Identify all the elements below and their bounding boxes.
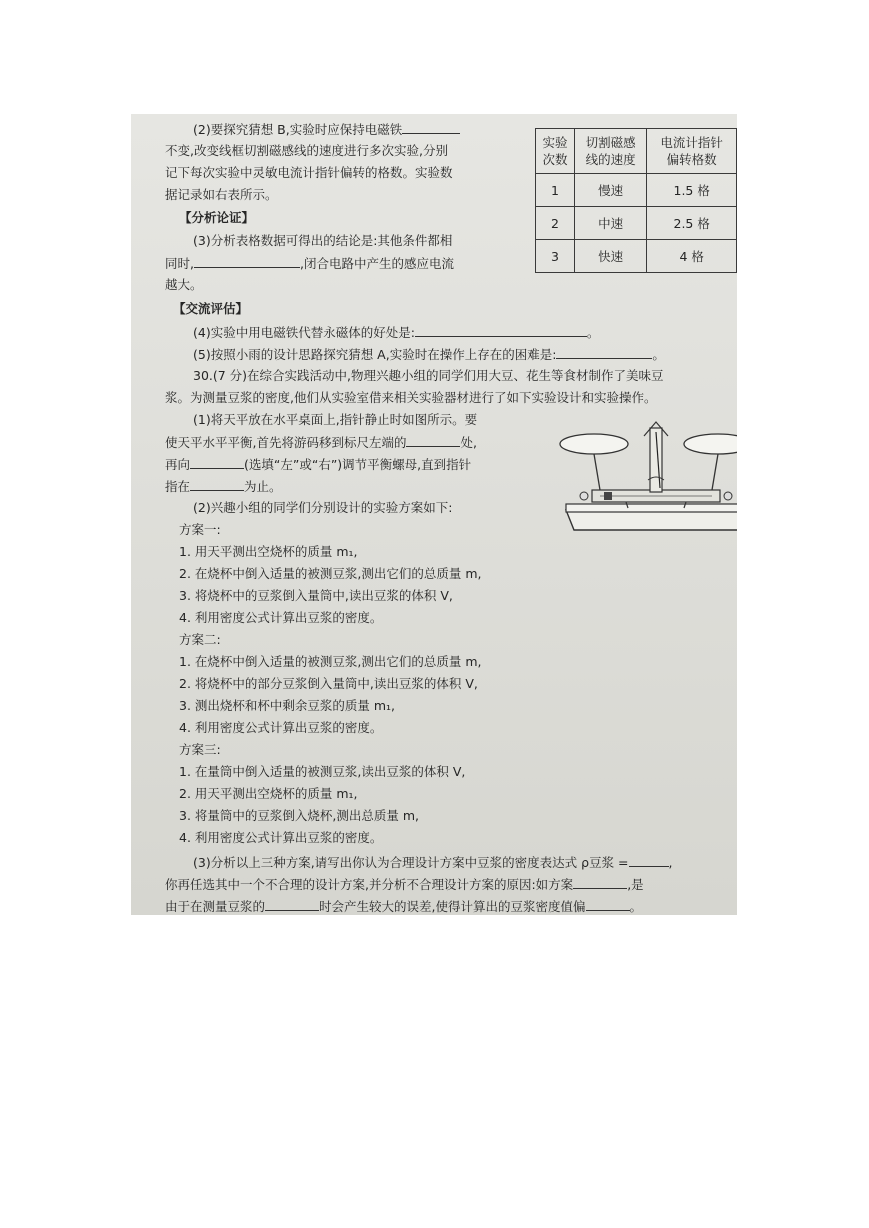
q3-line2-end: ,闭合电路中产生的感应电流 <box>299 256 454 271</box>
table-cell: 慢速 <box>575 174 647 207</box>
header-text: 次数 <box>542 152 568 167</box>
left-pan <box>560 434 628 454</box>
q30-2-line: (2)兴趣小组的同学们分别设计的实验方案如下: <box>193 500 453 515</box>
q30-line2: 浆。为测量豆浆的密度,他们从实验室借来相关实验器材进行了如下实验设计和实验操作。 <box>165 390 657 405</box>
plan2-step: 3. 测出烧杯和杯中剩余豆浆的质量 m₁, <box>179 698 396 713</box>
header-text: 偏转格数 <box>666 152 717 167</box>
q3-line2-start: 同时, <box>165 256 194 271</box>
q30-3-line1-end: , <box>668 855 673 870</box>
table-cell: 2.5 格 <box>647 207 737 240</box>
plan1-title: 方案一: <box>179 522 221 537</box>
q2-line1-text: (2)要探究猜想 B,实验时应保持电磁铁 <box>193 122 403 137</box>
table-cell: 快速 <box>575 240 647 273</box>
answer-blank <box>629 855 669 867</box>
q30-3-line2 <box>165 877 644 892</box>
table-cell: 中速 <box>575 207 647 240</box>
right-balance-nut <box>724 492 732 500</box>
answer-blank <box>190 457 244 469</box>
q2-line1 <box>193 122 460 137</box>
plan2-step: 4. 利用密度公式计算出豆浆的密度。 <box>179 720 383 735</box>
q2-line4: 据记录如右表所示。 <box>165 187 278 202</box>
q30-1-line4 <box>165 479 282 494</box>
section-eval-heading: 【交流评估】 <box>173 301 249 316</box>
answer-blank <box>556 347 652 359</box>
plan3-step: 2. 用天平测出空烧杯的质量 m₁, <box>179 786 358 801</box>
header-text: 电流计指针 <box>660 135 723 150</box>
q2-line2: 不变,改变线框切割磁感线的速度进行多次实验,分别 <box>165 143 448 158</box>
q30-3-line1 <box>193 855 673 870</box>
table-row <box>536 207 737 240</box>
table-row <box>536 240 737 273</box>
header-cell <box>536 129 575 174</box>
table-cell: 4 格 <box>647 240 737 273</box>
header-cell <box>575 129 647 174</box>
table-cell: 1.5 格 <box>647 174 737 207</box>
q3-line1: (3)分析表格数据可得出的结论是:其他条件都相 <box>193 233 453 248</box>
table-header-row <box>536 129 737 174</box>
q4-line <box>193 325 599 340</box>
q30-1-line3-end: (选填“左”或“右”)调节平衡螺母,直到指针 <box>244 457 472 472</box>
q5-line <box>193 347 665 362</box>
answer-blank <box>194 256 300 268</box>
plan1-step: 2. 在烧杯中倒入适量的被测豆浆,测出它们的总质量 m, <box>179 566 482 581</box>
q4-text: (4)实验中用电磁铁代替永磁体的好处是: <box>193 325 415 340</box>
plan3-step: 1. 在量筒中倒入适量的被测豆浆,读出豆浆的体积 V, <box>179 764 466 779</box>
header-text: 线的速度 <box>585 152 636 167</box>
q30-1-line2-start: 使天平水平平衡,首先将游码移到标尺左端的 <box>165 435 407 450</box>
q30-3-line2-start: 你再任选其中一个不合理的设计方案,并分析不合理设计方案的原因:如方案 <box>165 877 574 892</box>
answer-blank <box>190 479 244 491</box>
table-cell: 2 <box>536 207 575 240</box>
right-pan-support <box>712 454 718 490</box>
plan2-title: 方案二: <box>179 632 221 647</box>
left-balance-nut <box>580 492 588 500</box>
q30-1-line2 <box>165 435 477 450</box>
exam-page-photo <box>131 114 737 915</box>
plan2-step: 1. 在烧杯中倒入适量的被测豆浆,测出它们的总质量 m, <box>179 654 482 669</box>
q30-3-line3 <box>165 899 642 914</box>
q30-1-line1: (1)将天平放在水平桌面上,指针静止时如图所示。要 <box>193 412 478 427</box>
q30-1-line4-end: 为止。 <box>244 479 282 494</box>
header-text: 实验 <box>542 135 568 150</box>
plan3-title: 方案三: <box>179 742 221 757</box>
q30-3-line1-text: (3)分析以上三种方案,请写出你认为合理设计方案中豆浆的密度表达式 ρ豆浆 = <box>193 855 629 870</box>
plan2-step: 2. 将烧杯中的部分豆浆倒入量筒中,读出豆浆的体积 V, <box>179 676 478 691</box>
q5-text: (5)按照小雨的设计思路探究猜想 A,实验时在操作上存在的困难是: <box>193 347 557 362</box>
balance-rider <box>604 492 612 500</box>
data-table <box>535 128 737 273</box>
answer-blank <box>406 435 460 447</box>
q3-line2 <box>165 256 454 271</box>
q30-1-line3-start: 再向 <box>165 457 191 472</box>
balance-base-top <box>566 504 737 512</box>
q30-1-line4-start: 指在 <box>165 479 191 494</box>
answer-blank <box>265 899 319 911</box>
table-cell: 1 <box>536 174 575 207</box>
right-pan <box>684 434 737 454</box>
plan1-step: 4. 利用密度公式计算出豆浆的密度。 <box>179 610 383 625</box>
answer-blank <box>402 122 460 134</box>
q30-3-line3-start: 由于在测量豆浆的 <box>165 899 266 914</box>
q4-end: 。 <box>586 325 600 340</box>
plan1-step: 3. 将烧杯中的豆浆倒入量筒中,读出豆浆的体积 V, <box>179 588 453 603</box>
left-pan-support <box>594 454 600 490</box>
table-cell: 3 <box>536 240 575 273</box>
q30-1-line3 <box>165 457 471 472</box>
q5-end: 。 <box>652 347 665 362</box>
q2-line3: 记下每次实验中灵敏电流计指针偏转的格数。实验数 <box>165 165 453 180</box>
balance-scale-illustration <box>556 418 737 548</box>
plan1-step: 1. 用天平测出空烧杯的质量 m₁, <box>179 544 358 559</box>
header-text: 切割磁感 <box>585 135 636 150</box>
table-row <box>536 174 737 207</box>
balance-base <box>566 510 737 530</box>
plan3-step: 4. 利用密度公式计算出豆浆的密度。 <box>179 830 383 845</box>
header-cell <box>647 129 737 174</box>
plan3-step: 3. 将量筒中的豆浆倒入烧杯,测出总质量 m, <box>179 808 419 823</box>
section-analysis-heading: 【分析论证】 <box>179 210 255 225</box>
answer-blank <box>586 899 630 911</box>
q30-3-line2-end: ,是 <box>627 877 644 892</box>
q30-1-line2-end: 处, <box>460 435 477 450</box>
q30-3-line3-mid: 时会产生较大的误差,使得计算出的豆浆密度值偏 <box>319 899 586 914</box>
q3-line3: 越大。 <box>165 277 203 292</box>
answer-blank <box>573 877 627 889</box>
q30-3-line3-end: 。 <box>629 899 643 914</box>
q30-line1: 30.(7 分)在综合实践活动中,物理兴趣小组的同学们用大豆、花生等食材制作了美味豆 <box>193 368 664 383</box>
answer-blank <box>415 325 587 337</box>
